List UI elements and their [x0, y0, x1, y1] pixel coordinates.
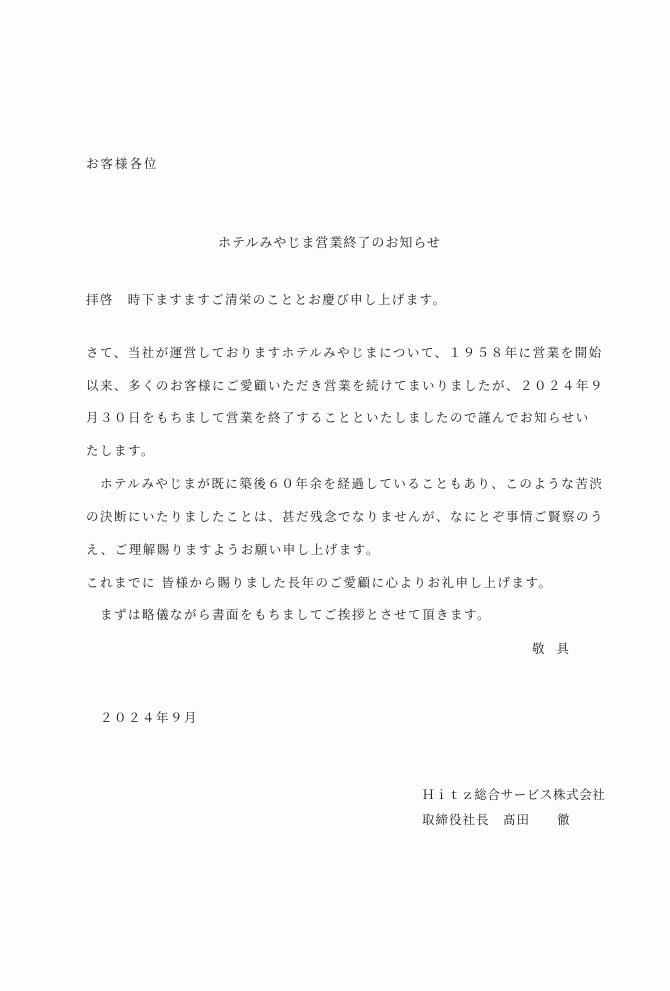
paragraph2-line: の決断にいたりましたことは、甚だ残念でなりませんが、なにとぞ事情ご賢察のう: [86, 509, 605, 524]
greeting-line: 拝啓 時下ますますご清栄のこととお慶び申し上げます。: [86, 292, 447, 307]
paragraph1-line: 以来、多くのお客様にご愛顧いただき営業を続けてまいりましたが、２０２４年９: [86, 378, 605, 393]
paragraph1-line: 月３０日をもちまして営業を終了することといたしましたので謹んでお知らせい: [86, 410, 590, 425]
paragraph1-line: さて、当社が運営しておりますホテルみやじまについて、１９５８年に営業を開始: [86, 345, 603, 360]
company-name: Ｈｉｔｚ総合サービス株式会社: [422, 787, 606, 802]
paragraph3: これまでに 皆様から賜りました長年のご愛顧に心よりお礼申し上げます。: [86, 575, 553, 590]
paragraph2-line: ホテルみやじまが既に築後６０年余を経過していることもあり、このような苦渋: [100, 476, 604, 491]
paragraph4: まずは略儀ながら書面をもちましてご挨拶とさせて頂きます。: [100, 607, 492, 622]
closing-keigu: 敬具: [532, 641, 582, 656]
paragraph1-line: たします。: [86, 443, 156, 458]
recipient-line: お客様各位: [86, 156, 159, 171]
signatory-name: 取締役社長 髙田 徹: [422, 812, 571, 827]
letter-date: ２０２４年９月: [100, 710, 199, 725]
letter-title: ホテルみやじま営業終了のお知らせ: [218, 236, 441, 251]
paragraph2-line: え、ご理解賜りますようお願い申し上げます。: [86, 542, 380, 557]
